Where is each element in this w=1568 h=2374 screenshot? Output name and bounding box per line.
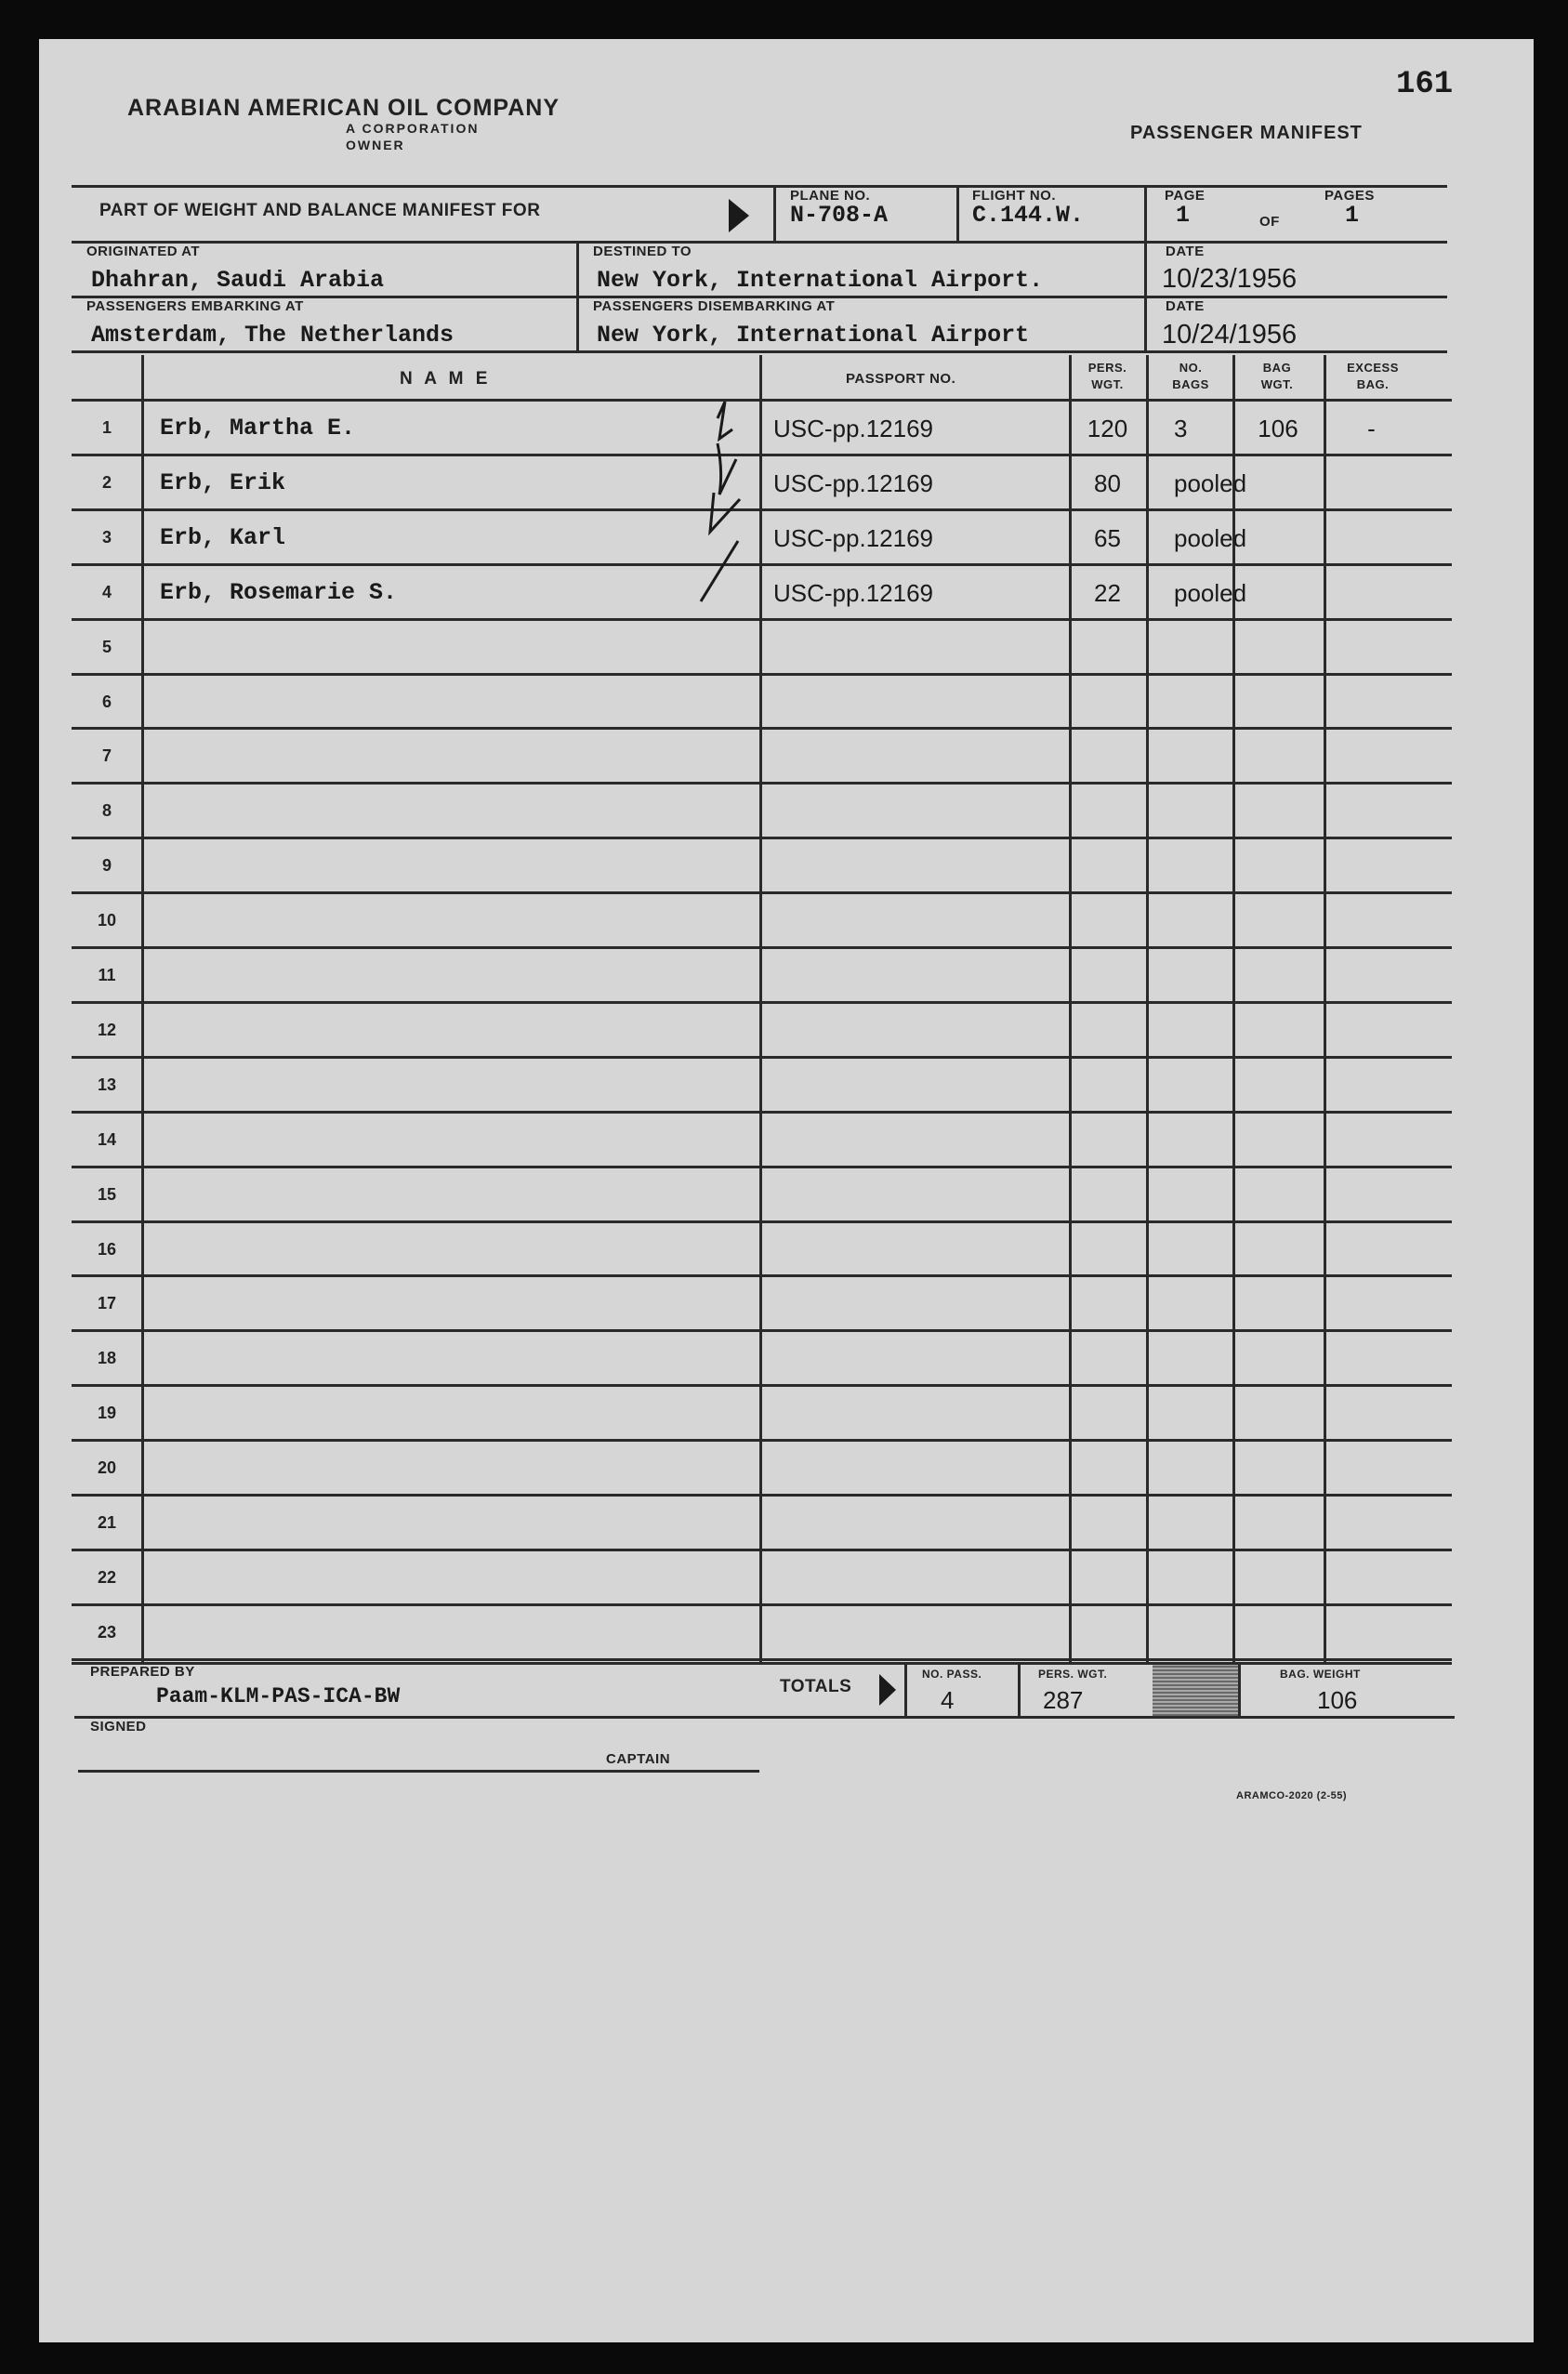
no-pass-label: NO. PASS. bbox=[922, 1668, 982, 1681]
row-rule bbox=[72, 1001, 1452, 1004]
no-bags: pooled bbox=[1174, 468, 1247, 497]
date2-value: 10/24/1956 bbox=[1162, 320, 1298, 350]
page-label: PAGE bbox=[1165, 188, 1206, 204]
row-rule bbox=[72, 1274, 1452, 1277]
row-number: 8 bbox=[101, 801, 112, 821]
column-rule bbox=[141, 355, 144, 1662]
row-rule bbox=[72, 1603, 1452, 1606]
shaded-cell bbox=[1153, 1665, 1238, 1716]
bag-wgt-column-header: BAG WGT. bbox=[1260, 361, 1294, 391]
row-rule bbox=[72, 727, 1452, 730]
rule bbox=[1144, 185, 1147, 241]
row-number: 16 bbox=[97, 1239, 117, 1259]
row-rule bbox=[72, 1056, 1452, 1059]
rule bbox=[1018, 1662, 1021, 1718]
pers-wgt: 22 bbox=[1094, 578, 1121, 607]
disembarking-label: PASSENGERS DISEMBARKING AT bbox=[593, 298, 836, 314]
arrow-right-icon bbox=[876, 1670, 900, 1709]
row-rule bbox=[72, 1111, 1452, 1114]
rule bbox=[904, 1662, 907, 1718]
row-number: 7 bbox=[101, 746, 112, 766]
part-of-label: PART OF WEIGHT AND BALANCE MANIFEST FOR bbox=[99, 201, 541, 220]
flight-no-label: FLIGHT NO. bbox=[972, 188, 1056, 204]
row-rule bbox=[72, 891, 1452, 894]
row-number: 17 bbox=[97, 1294, 117, 1313]
no-bags: pooled bbox=[1174, 523, 1247, 552]
passport-no: USC-pp.12169 bbox=[773, 415, 933, 442]
signed-label: SIGNED bbox=[90, 1719, 147, 1734]
corporation-label: A CORPORATION bbox=[346, 121, 480, 136]
destined-label: DESTINED TO bbox=[593, 244, 692, 259]
passenger-name: Erb, Karl bbox=[160, 523, 286, 551]
company-name: ARABIAN AMERICAN OIL COMPANY bbox=[127, 95, 560, 121]
embarking-label: PASSENGERS EMBARKING AT bbox=[86, 298, 304, 314]
flight-no-value: C.144.W. bbox=[972, 202, 1085, 229]
row-rule bbox=[72, 1549, 1452, 1551]
row-number: 15 bbox=[97, 1184, 117, 1204]
date1-label: DATE bbox=[1166, 244, 1205, 259]
row-number: 14 bbox=[97, 1129, 117, 1149]
no-bags: pooled bbox=[1174, 578, 1247, 607]
row-number: 19 bbox=[97, 1404, 117, 1423]
pages-value: 1 bbox=[1345, 202, 1360, 229]
row-number: 1 bbox=[101, 418, 112, 437]
column-rule bbox=[1146, 355, 1149, 1662]
row-number: 12 bbox=[97, 1020, 117, 1039]
originated-label: ORIGINATED AT bbox=[86, 244, 201, 259]
no-bags: 3 bbox=[1174, 415, 1188, 442]
rule bbox=[773, 185, 776, 241]
row-number: 9 bbox=[101, 856, 112, 876]
row-rule bbox=[72, 1494, 1452, 1497]
passport-no: USC-pp.12169 bbox=[773, 523, 933, 552]
row-rule bbox=[72, 1439, 1452, 1442]
row-number: 21 bbox=[97, 1513, 117, 1532]
passenger-name: Erb, Martha E. bbox=[160, 415, 356, 442]
page-value: 1 bbox=[1176, 202, 1191, 229]
pages-label: PAGES bbox=[1324, 188, 1375, 204]
row-rule bbox=[72, 673, 1452, 676]
pers-wgt: 65 bbox=[1094, 523, 1121, 552]
rule bbox=[72, 1662, 1452, 1665]
captain-label: CAPTAIN bbox=[606, 1751, 671, 1767]
rule bbox=[72, 241, 1447, 244]
row-rule bbox=[72, 1658, 1452, 1661]
row-rule bbox=[72, 837, 1452, 839]
passenger-name: Erb, Rosemarie S. bbox=[160, 578, 398, 606]
rule bbox=[956, 185, 959, 241]
prepared-by-label: PREPARED BY bbox=[90, 1664, 195, 1680]
row-number: 4 bbox=[101, 582, 112, 601]
row-number: 2 bbox=[101, 472, 112, 492]
row-number: 6 bbox=[101, 692, 112, 711]
rule bbox=[72, 350, 1447, 353]
row-number: 10 bbox=[97, 911, 117, 930]
row-rule bbox=[72, 1384, 1452, 1387]
date1-value: 10/23/1956 bbox=[1162, 264, 1298, 294]
row-number: 23 bbox=[97, 1622, 117, 1642]
pers-wgt-total-value: 287 bbox=[1043, 1686, 1084, 1714]
excess-bag: - bbox=[1367, 415, 1376, 442]
row-number: 5 bbox=[101, 637, 112, 656]
excess-bag-column-header: EXCESS BAG. bbox=[1347, 361, 1399, 391]
prepared-by-value: Paam-KLM-PAS-ICA-BW bbox=[156, 1684, 401, 1708]
no-bags-column-header: NO. BAGS bbox=[1172, 361, 1209, 391]
passenger-name: Erb, Erik bbox=[160, 468, 286, 496]
manifest-page bbox=[39, 39, 1534, 2342]
rule bbox=[78, 1770, 759, 1773]
row-rule bbox=[72, 782, 1452, 785]
rule bbox=[1238, 1662, 1241, 1718]
passport-no: USC-pp.12169 bbox=[773, 578, 933, 607]
column-rule bbox=[1324, 355, 1326, 1662]
plane-no-value: N-708-A bbox=[790, 202, 889, 229]
form-title: PASSENGER MANIFEST bbox=[1130, 123, 1363, 143]
disembarking-value: New York, International Airport bbox=[597, 322, 1030, 349]
row-rule bbox=[72, 1220, 1452, 1223]
row-rule bbox=[72, 946, 1452, 949]
row-rule bbox=[72, 1166, 1452, 1168]
name-column-header: N A M E bbox=[400, 369, 492, 389]
arrow-right-icon bbox=[725, 195, 753, 236]
passport-column-header: PASSPORT NO. bbox=[846, 371, 956, 387]
totals-label: TOTALS bbox=[780, 1677, 852, 1696]
pers-wgt-total-label: PERS. WGT. bbox=[1038, 1668, 1108, 1681]
page-number: 161 bbox=[1396, 67, 1454, 102]
of-label: OF bbox=[1259, 214, 1280, 230]
rule bbox=[72, 185, 1447, 188]
row-number: 13 bbox=[97, 1075, 117, 1094]
pers-wgt: 80 bbox=[1094, 468, 1121, 497]
pers-wgt: 120 bbox=[1087, 415, 1128, 442]
row-number: 22 bbox=[97, 1567, 117, 1587]
row-number: 11 bbox=[98, 966, 116, 984]
rule bbox=[74, 1716, 1455, 1719]
embarking-value: Amsterdam, The Netherlands bbox=[91, 322, 455, 349]
form-code: ARAMCO-2020 (2-55) bbox=[1236, 1790, 1348, 1801]
plane-no-label: PLANE NO. bbox=[790, 188, 871, 204]
originated-value: Dhahran, Saudi Arabia bbox=[91, 267, 385, 294]
passport-no: USC-pp.12169 bbox=[773, 468, 933, 497]
row-rule bbox=[72, 1329, 1452, 1332]
row-number: 20 bbox=[97, 1458, 117, 1478]
owner-label: OWNER bbox=[346, 138, 405, 152]
pers-wgt-column-header: PERS. WGT. bbox=[1087, 361, 1127, 391]
row-number: 18 bbox=[97, 1349, 117, 1368]
row-number: 3 bbox=[101, 527, 112, 547]
bag-weight-label: BAG. WEIGHT bbox=[1280, 1668, 1361, 1681]
bag-wgt: 106 bbox=[1258, 415, 1298, 442]
check-marks-icon bbox=[652, 402, 764, 662]
date2-label: DATE bbox=[1166, 298, 1205, 314]
no-pass-value: 4 bbox=[941, 1686, 955, 1714]
destined-value: New York, International Airport. bbox=[597, 267, 1044, 294]
bag-weight-value: 106 bbox=[1317, 1686, 1358, 1714]
